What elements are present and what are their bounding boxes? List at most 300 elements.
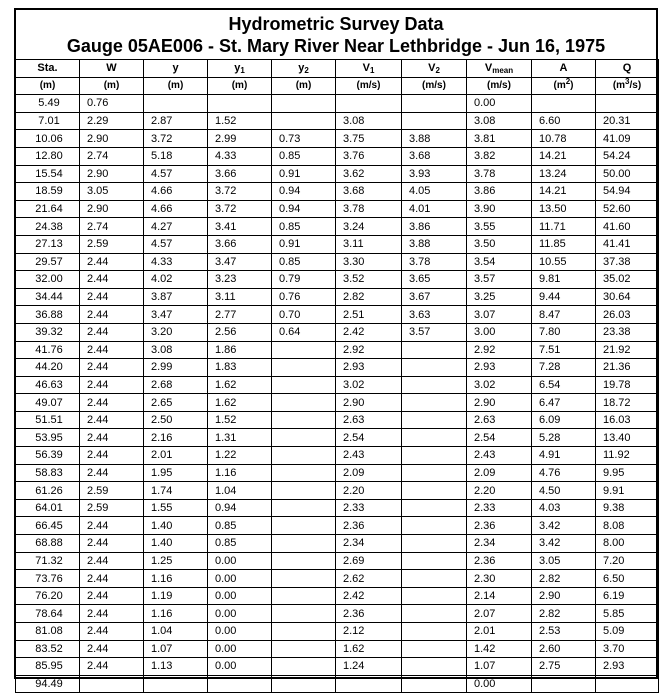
cell-q — [596, 675, 659, 693]
cell-a: 2.82 — [532, 605, 596, 623]
cell-v1: 3.11 — [336, 235, 402, 253]
cell-a: 7.80 — [532, 323, 596, 341]
cell-w: 2.29 — [80, 112, 144, 130]
table-row — [16, 447, 659, 465]
cell-w: 2.44 — [80, 288, 144, 306]
cell-vmean: 2.54 — [467, 429, 532, 447]
cell-y2 — [272, 95, 336, 113]
cell-w: 2.59 — [80, 482, 144, 500]
cell-y: 3.72 — [144, 130, 208, 148]
cell-y: 4.66 — [144, 200, 208, 218]
cell-q: 41.09 — [596, 130, 659, 148]
cell-sta: 39.32 — [16, 323, 80, 341]
cell-v1: 2.42 — [336, 323, 402, 341]
cell-q: 16.03 — [596, 411, 659, 429]
cell-v2: 3.86 — [402, 218, 467, 236]
cell-w: 2.44 — [80, 429, 144, 447]
survey-table — [15, 59, 659, 693]
unit-text: (m) — [167, 79, 184, 91]
column-unit-vmean — [467, 77, 532, 95]
cell-y2 — [272, 552, 336, 570]
cell-vmean: 3.78 — [467, 165, 532, 183]
cell-q: 30.64 — [596, 288, 659, 306]
cell-q: 37.38 — [596, 253, 659, 271]
cell-w: 2.74 — [80, 218, 144, 236]
cell-q: 7.20 — [596, 552, 659, 570]
cell-vmean: 2.33 — [467, 499, 532, 517]
cell-vmean: 3.08 — [467, 112, 532, 130]
cell-q: 3.70 — [596, 640, 659, 658]
cell-v1: 3.24 — [336, 218, 402, 236]
table-row — [16, 394, 659, 412]
cell-y2: 0.94 — [272, 200, 336, 218]
cell-y1: 1.86 — [208, 341, 272, 359]
cell-y2 — [272, 535, 336, 553]
cell-w: 2.44 — [80, 394, 144, 412]
cell-y2: 0.85 — [272, 147, 336, 165]
cell-a: 13.24 — [532, 165, 596, 183]
cell-w: 3.05 — [80, 183, 144, 201]
cell-v2 — [402, 658, 467, 676]
cell-y: 1.04 — [144, 623, 208, 641]
cell-q: 8.00 — [596, 535, 659, 553]
cell-vmean: 3.55 — [467, 218, 532, 236]
cell-vmean: 3.25 — [467, 288, 532, 306]
cell-v2: 4.05 — [402, 183, 467, 201]
table-row — [16, 165, 659, 183]
table-row — [16, 517, 659, 535]
cell-w: 2.44 — [80, 605, 144, 623]
cell-y1: 0.85 — [208, 535, 272, 553]
cell-y: 4.33 — [144, 253, 208, 271]
cell-y — [144, 95, 208, 113]
column-header-base: y — [172, 62, 179, 75]
cell-a: 4.03 — [532, 499, 596, 517]
cell-v2 — [402, 499, 467, 517]
cell-y1: 0.00 — [208, 623, 272, 641]
unit-text: (m — [553, 79, 566, 91]
table-row — [16, 253, 659, 271]
cell-y2 — [272, 675, 336, 693]
cell-y2 — [272, 570, 336, 588]
cell-a: 11.71 — [532, 218, 596, 236]
cell-vmean: 2.14 — [467, 587, 532, 605]
table-row — [16, 271, 659, 289]
cell-sta: 29.57 — [16, 253, 80, 271]
cell-vmean: 2.09 — [467, 464, 532, 482]
cell-vmean: 2.34 — [467, 535, 532, 553]
cell-v1: 2.42 — [336, 587, 402, 605]
column-header-base: y — [298, 62, 305, 75]
cell-vmean: 3.00 — [467, 323, 532, 341]
cell-a: 10.55 — [532, 253, 596, 271]
cell-v1: 2.82 — [336, 288, 402, 306]
cell-y1: 3.66 — [208, 165, 272, 183]
table-row — [16, 341, 659, 359]
cell-y1: 3.41 — [208, 218, 272, 236]
cell-y1: 3.66 — [208, 235, 272, 253]
cell-a — [532, 675, 596, 693]
cell-v2 — [402, 447, 467, 465]
cell-y2 — [272, 341, 336, 359]
cell-q: 41.41 — [596, 235, 659, 253]
cell-v1: 1.62 — [336, 640, 402, 658]
cell-a: 14.21 — [532, 183, 596, 201]
cell-y1: 1.16 — [208, 464, 272, 482]
page-title: Hydrometric Survey Data — [228, 14, 444, 34]
cell-y: 1.07 — [144, 640, 208, 658]
cell-sta: 15.54 — [16, 165, 80, 183]
cell-a: 7.51 — [532, 341, 596, 359]
cell-y2 — [272, 411, 336, 429]
cell-y: 3.87 — [144, 288, 208, 306]
cell-y2 — [272, 112, 336, 130]
cell-y: 2.99 — [144, 359, 208, 377]
cell-y2 — [272, 658, 336, 676]
cell-y: 3.47 — [144, 306, 208, 324]
cell-vmean: 1.42 — [467, 640, 532, 658]
column-header-vmean — [467, 60, 532, 78]
cell-v2 — [402, 95, 467, 113]
cell-a: 10.78 — [532, 130, 596, 148]
cell-vmean: 2.90 — [467, 394, 532, 412]
cell-w: 2.44 — [80, 570, 144, 588]
cell-v1: 2.09 — [336, 464, 402, 482]
cell-w: 2.90 — [80, 200, 144, 218]
unit-superscript: 2 — [565, 77, 571, 86]
cell-sta: 73.76 — [16, 570, 80, 588]
cell-y1: 3.11 — [208, 288, 272, 306]
column-header-base: y — [234, 62, 241, 75]
table-row — [16, 235, 659, 253]
cell-sta: 83.52 — [16, 640, 80, 658]
cell-y: 1.19 — [144, 587, 208, 605]
cell-w: 2.90 — [80, 130, 144, 148]
cell-sta: 76.20 — [16, 587, 80, 605]
cell-y1: 0.94 — [208, 499, 272, 517]
table-row — [16, 552, 659, 570]
cell-w: 2.44 — [80, 535, 144, 553]
header-row-names — [16, 60, 659, 78]
unit-text: (m) — [103, 79, 120, 91]
column-header-v1 — [336, 60, 402, 78]
cell-y1: 0.85 — [208, 517, 272, 535]
cell-vmean: 2.07 — [467, 605, 532, 623]
cell-y: 1.95 — [144, 464, 208, 482]
title-block — [16, 10, 656, 60]
cell-v1: 2.51 — [336, 306, 402, 324]
cell-sta: 64.01 — [16, 499, 80, 517]
cell-y1: 3.23 — [208, 271, 272, 289]
cell-v1: 2.34 — [336, 535, 402, 553]
cell-a: 3.42 — [532, 517, 596, 535]
cell-y: 4.57 — [144, 235, 208, 253]
cell-sta: 32.00 — [16, 271, 80, 289]
cell-sta: 10.06 — [16, 130, 80, 148]
column-unit-y1 — [208, 77, 272, 95]
cell-y: 2.50 — [144, 411, 208, 429]
column-header-base: W — [106, 62, 117, 75]
cell-w: 2.44 — [80, 517, 144, 535]
cell-y1 — [208, 95, 272, 113]
cell-y: 1.13 — [144, 658, 208, 676]
cell-w: 2.44 — [80, 623, 144, 641]
column-header-y — [144, 60, 208, 78]
cell-y: 4.02 — [144, 271, 208, 289]
cell-v2: 3.57 — [402, 323, 467, 341]
unit-text: (m/s) — [356, 79, 381, 91]
cell-y1: 1.04 — [208, 482, 272, 500]
cell-q: 9.91 — [596, 482, 659, 500]
cell-y1: 1.52 — [208, 112, 272, 130]
cell-y2: 0.85 — [272, 218, 336, 236]
cell-sta: 34.44 — [16, 288, 80, 306]
unit-superscript: 3 — [625, 77, 630, 86]
cell-v2: 3.88 — [402, 130, 467, 148]
cell-v2 — [402, 376, 467, 394]
cell-a: 2.53 — [532, 623, 596, 641]
cell-v1: 3.76 — [336, 147, 402, 165]
table-row — [16, 112, 659, 130]
cell-q: 50.00 — [596, 165, 659, 183]
cell-vmean: 0.00 — [467, 675, 532, 693]
cell-a: 7.28 — [532, 359, 596, 377]
cell-v2 — [402, 552, 467, 570]
cell-v2 — [402, 464, 467, 482]
cell-q: 21.36 — [596, 359, 659, 377]
unit-text: (m — [612, 79, 626, 91]
column-header-subscript: 1 — [240, 66, 245, 76]
cell-vmean: 3.57 — [467, 271, 532, 289]
cell-y2 — [272, 376, 336, 394]
cell-q: 41.60 — [596, 218, 659, 236]
cell-v2 — [402, 623, 467, 641]
cell-a: 9.81 — [532, 271, 596, 289]
cell-y1: 0.00 — [208, 570, 272, 588]
cell-sta: 53.95 — [16, 429, 80, 447]
cell-sta: 51.51 — [16, 411, 80, 429]
cell-a: 2.60 — [532, 640, 596, 658]
cell-v2: 3.68 — [402, 147, 467, 165]
cell-y2: 0.64 — [272, 323, 336, 341]
cell-y2: 0.91 — [272, 235, 336, 253]
cell-y: 1.16 — [144, 570, 208, 588]
column-header-base: A — [559, 62, 568, 75]
cell-vmean: 2.01 — [467, 623, 532, 641]
table-row — [16, 464, 659, 482]
cell-y2: 0.79 — [272, 271, 336, 289]
unit-text: (m) — [295, 79, 312, 91]
cell-v1: 2.90 — [336, 394, 402, 412]
cell-v1: 3.52 — [336, 271, 402, 289]
cell-v1: 2.63 — [336, 411, 402, 429]
unit-text: (m) — [231, 79, 248, 91]
cell-y1: 1.52 — [208, 411, 272, 429]
cell-w: 2.44 — [80, 306, 144, 324]
cell-w: 2.44 — [80, 376, 144, 394]
cell-y1: 3.72 — [208, 183, 272, 201]
cell-sta: 5.49 — [16, 95, 80, 113]
cell-q: 19.78 — [596, 376, 659, 394]
cell-vmean: 2.63 — [467, 411, 532, 429]
cell-y2: 0.85 — [272, 253, 336, 271]
cell-sta: 21.64 — [16, 200, 80, 218]
cell-y2 — [272, 623, 336, 641]
cell-q: 54.24 — [596, 147, 659, 165]
cell-sta: 49.07 — [16, 394, 80, 412]
cell-a: 3.42 — [532, 535, 596, 553]
column-header-a — [532, 60, 596, 78]
cell-vmean: 3.81 — [467, 130, 532, 148]
column-header-subscript: 1 — [369, 66, 375, 76]
table-row — [16, 482, 659, 500]
cell-w: 2.90 — [80, 165, 144, 183]
cell-sta: 85.95 — [16, 658, 80, 676]
cell-y2: 0.91 — [272, 165, 336, 183]
column-header-subscript: 2 — [304, 66, 309, 76]
column-header-q — [596, 60, 659, 78]
cell-v1 — [336, 95, 402, 113]
table-row — [16, 411, 659, 429]
cell-q: 6.19 — [596, 587, 659, 605]
cell-v1: 2.43 — [336, 447, 402, 465]
cell-y2 — [272, 359, 336, 377]
cell-sta: 46.63 — [16, 376, 80, 394]
cell-w: 2.74 — [80, 147, 144, 165]
cell-y: 2.87 — [144, 112, 208, 130]
column-unit-v2 — [402, 77, 467, 95]
table-row — [16, 570, 659, 588]
cell-y2 — [272, 394, 336, 412]
cell-y1: 2.56 — [208, 323, 272, 341]
cell-a — [532, 95, 596, 113]
cell-v1: 2.62 — [336, 570, 402, 588]
column-header-base: Sta. — [37, 62, 58, 75]
table-row — [16, 95, 659, 113]
cell-w: 2.44 — [80, 253, 144, 271]
cell-y1: 1.31 — [208, 429, 272, 447]
cell-y2: 0.94 — [272, 183, 336, 201]
table-row — [16, 359, 659, 377]
column-header-v2 — [402, 60, 467, 78]
cell-q: 5.09 — [596, 623, 659, 641]
cell-a: 4.76 — [532, 464, 596, 482]
column-header-w — [80, 60, 144, 78]
cell-v1: 1.24 — [336, 658, 402, 676]
cell-v2 — [402, 411, 467, 429]
cell-y1: 3.47 — [208, 253, 272, 271]
cell-v1: 3.68 — [336, 183, 402, 201]
cell-v1: 3.78 — [336, 200, 402, 218]
cell-a: 6.47 — [532, 394, 596, 412]
cell-v2 — [402, 605, 467, 623]
cell-w: 2.44 — [80, 587, 144, 605]
cell-v2: 3.63 — [402, 306, 467, 324]
cell-v1: 2.20 — [336, 482, 402, 500]
cell-a: 2.82 — [532, 570, 596, 588]
table-row — [16, 429, 659, 447]
cell-y: 4.57 — [144, 165, 208, 183]
cell-v1: 3.02 — [336, 376, 402, 394]
cell-a: 14.21 — [532, 147, 596, 165]
cell-w: 2.44 — [80, 640, 144, 658]
table-row — [16, 200, 659, 218]
cell-a: 6.60 — [532, 112, 596, 130]
cell-w: 2.44 — [80, 341, 144, 359]
column-unit-v1 — [336, 77, 402, 95]
column-unit-a — [532, 77, 596, 95]
cell-y2 — [272, 482, 336, 500]
cell-w: 2.59 — [80, 235, 144, 253]
cell-q: 52.60 — [596, 200, 659, 218]
cell-y2: 0.76 — [272, 288, 336, 306]
cell-w: 2.44 — [80, 552, 144, 570]
cell-a: 9.44 — [532, 288, 596, 306]
cell-v2: 3.88 — [402, 235, 467, 253]
cell-y1: 0.00 — [208, 552, 272, 570]
table-row — [16, 675, 659, 693]
cell-y2 — [272, 499, 336, 517]
column-header-base: V — [484, 62, 493, 75]
cell-sta: 12.80 — [16, 147, 80, 165]
cell-a: 11.85 — [532, 235, 596, 253]
cell-y2: 0.73 — [272, 130, 336, 148]
cell-sta: 61.26 — [16, 482, 80, 500]
cell-y: 4.27 — [144, 218, 208, 236]
cell-y: 5.18 — [144, 147, 208, 165]
cell-q: 11.92 — [596, 447, 659, 465]
cell-sta: 58.83 — [16, 464, 80, 482]
cell-w — [80, 675, 144, 693]
cell-q: 9.38 — [596, 499, 659, 517]
cell-y1: 0.00 — [208, 605, 272, 623]
cell-sta: 66.45 — [16, 517, 80, 535]
column-header-base: V — [428, 62, 436, 75]
cell-a: 8.47 — [532, 306, 596, 324]
column-unit-w — [80, 77, 144, 95]
cell-v1: 3.30 — [336, 253, 402, 271]
cell-q: 23.38 — [596, 323, 659, 341]
column-header-base: Q — [622, 62, 632, 75]
unit-text: (m/s) — [487, 79, 511, 91]
cell-y1: 1.83 — [208, 359, 272, 377]
cell-sta: 94.49 — [16, 675, 80, 693]
cell-y1: 0.00 — [208, 640, 272, 658]
cell-w: 2.44 — [80, 323, 144, 341]
cell-sta: 7.01 — [16, 112, 80, 130]
cell-a: 5.28 — [532, 429, 596, 447]
header-row-units — [16, 77, 659, 95]
cell-w: 2.44 — [80, 447, 144, 465]
cell-v2 — [402, 482, 467, 500]
cell-q: 5.85 — [596, 605, 659, 623]
cell-w: 2.44 — [80, 359, 144, 377]
cell-y2 — [272, 429, 336, 447]
cell-v2 — [402, 570, 467, 588]
cell-y1: 1.22 — [208, 447, 272, 465]
cell-a: 2.75 — [532, 658, 596, 676]
cell-vmean: 2.36 — [467, 517, 532, 535]
cell-v2 — [402, 640, 467, 658]
table-row — [16, 535, 659, 553]
cell-vmean: 2.92 — [467, 341, 532, 359]
cell-q: 8.08 — [596, 517, 659, 535]
cell-q — [596, 95, 659, 113]
cell-y1 — [208, 675, 272, 693]
cell-sta: 68.88 — [16, 535, 80, 553]
cell-v2 — [402, 359, 467, 377]
table-row — [16, 376, 659, 394]
